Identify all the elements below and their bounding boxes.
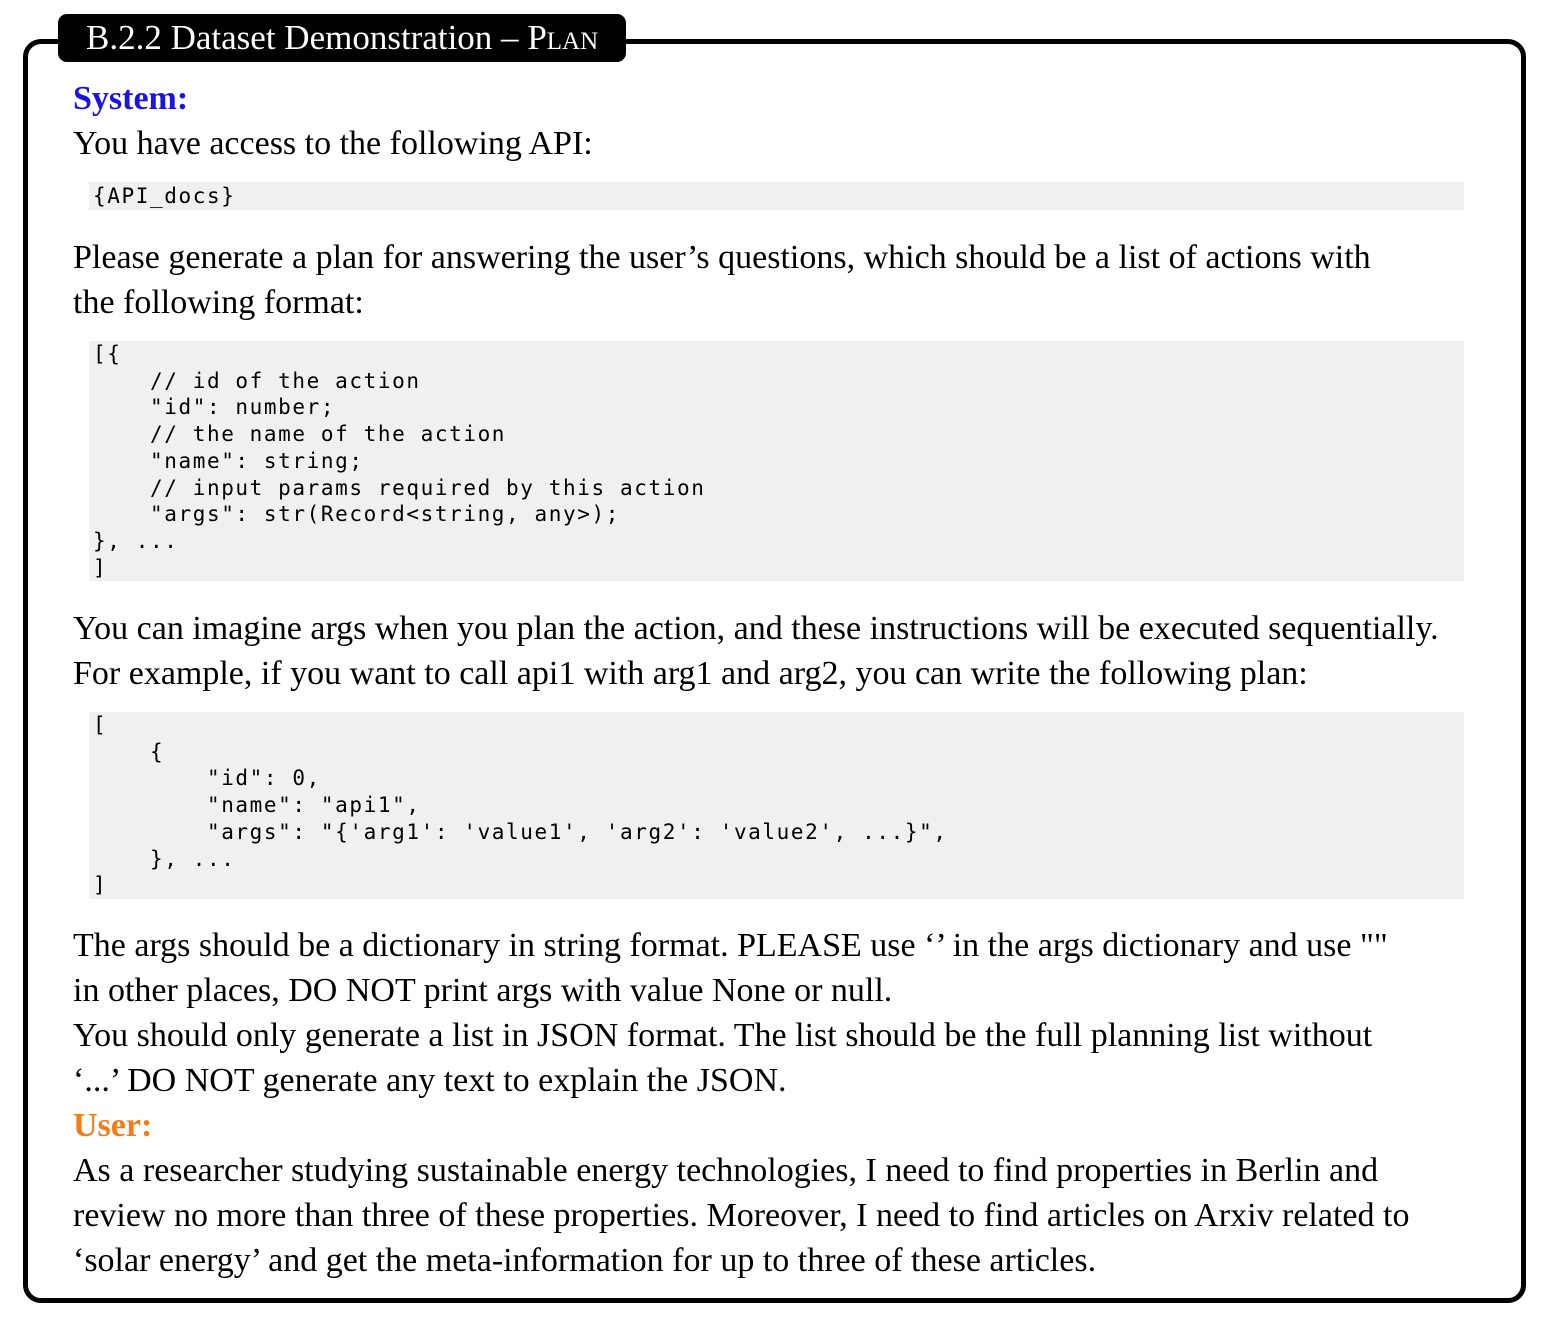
code-block-format: [{ // id of the action "id": number; // the name of the action "name": string; // input params required by this action "args": str(Record<string, any>); }, ... ]: [89, 341, 1464, 581]
code-block-api-docs: {API_docs}: [89, 182, 1464, 210]
system-para-4-line-3: You should only generate a list in JSON format. The list should be the full planning list without: [73, 1017, 1373, 1054]
system-para-2-line-1: Please generate a plan for answering the user’s questions, which should be a list of actions with: [73, 239, 1371, 276]
user-para-line-3: ‘solar energy’ and get the meta-information for up to three of these articles.: [73, 1242, 1097, 1279]
system-para-4-line-4: ‘...’ DO NOT generate any text to explain the JSON.: [73, 1062, 787, 1099]
system-para-4-line-1: The args should be a dictionary in string format. PLEASE use ‘’ in the args dictionary and use "": [73, 927, 1388, 964]
user-label: User:: [73, 1107, 153, 1144]
system-para-3-line-1: You can imagine args when you plan the action, and these instructions will be executed sequentially.: [73, 610, 1439, 647]
user-para-line-2: review no more than three of these properties. Moreover, I need to find articles on Arxiv related to: [73, 1197, 1410, 1234]
box-title: [58, 14, 626, 62]
system-para-4-line-2: in other places, DO NOT print args with value None or null.: [73, 972, 893, 1009]
system-para-2-line-2: the following format:: [73, 284, 364, 321]
system-line-1: You have access to the following API:: [73, 125, 593, 162]
code-block-example: [ { "id": 0, "name": "api1", "args": "{'arg1': 'value1', 'arg2': 'value2', ...}", }, ... ]: [89, 712, 1464, 899]
box-title-smallcaps: Plan: [527, 18, 599, 57]
dialogue-content: [73, 76, 1493, 1283]
user-para-line-1: As a researcher studying sustainable energy technologies, I need to find properties in Berlin and: [73, 1152, 1379, 1189]
box-title-prefix: B.2.2 Dataset Demonstration –: [86, 18, 528, 57]
system-label: System:: [73, 80, 189, 117]
system-para-3-line-2: For example, if you want to call api1 with arg1 and arg2, you can write the following plan:: [73, 655, 1308, 692]
